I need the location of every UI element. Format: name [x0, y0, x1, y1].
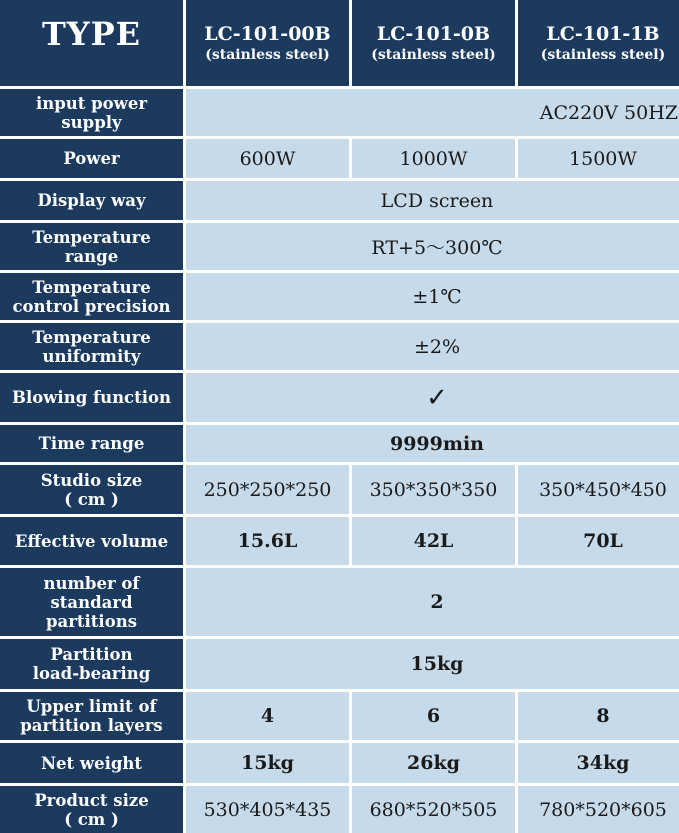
value-input-power: AC220V 50HZ	[186, 89, 679, 136]
value-layers-1: 4	[186, 692, 349, 740]
label-line: Temperature	[32, 327, 151, 347]
value-partitions: 2	[186, 568, 679, 636]
model-header-1	[186, 0, 349, 86]
value-power-1: 600W	[186, 139, 349, 178]
value-studio-size-2: 350*350*350	[352, 465, 515, 514]
value-blowing-check-icon: ✓	[186, 373, 679, 422]
label-line: load-bearing	[32, 664, 151, 683]
model-name: LC-101-1B	[546, 23, 660, 45]
label-line: Product size	[34, 790, 149, 810]
row-label-studio-size	[0, 465, 183, 514]
model-material: (stainless steel)	[205, 47, 330, 63]
model-name: LC-101-0B	[376, 23, 491, 45]
value-time-range: 9999min	[186, 425, 679, 462]
label-line: partitions	[46, 611, 137, 631]
value-volume-1: 15.6L	[186, 517, 349, 565]
label-line: ( cm )	[64, 809, 119, 829]
label-line: Partition	[50, 645, 133, 664]
row-label-time-range: Time range	[0, 425, 183, 462]
label-line: Temperature	[32, 277, 151, 297]
row-label-power: Power	[0, 139, 183, 178]
label-line: number of	[43, 573, 140, 593]
row-label-effective-volume: Effective volume	[0, 517, 183, 565]
row-label-blowing: Blowing function	[0, 373, 183, 422]
value-net-weight-2: 26kg	[352, 743, 515, 783]
type-title: TYPE	[41, 15, 142, 53]
label-line: input power	[35, 93, 148, 113]
value-temp-precision: ±1℃	[186, 273, 679, 320]
label-line: uniformity	[42, 346, 141, 366]
label-line: standard	[50, 592, 133, 612]
value-net-weight-1: 15kg	[186, 743, 349, 783]
row-label-product-size	[0, 786, 183, 833]
label-line: Temperature	[32, 227, 151, 247]
type-header	[0, 0, 183, 86]
value-product-size-3: 780*520*605	[518, 786, 679, 833]
model-header-2	[352, 0, 515, 86]
value-studio-size-1: 250*250*250	[186, 465, 349, 514]
row-label-net-weight: Net weight	[0, 743, 183, 783]
row-label-temp-precision	[0, 273, 183, 320]
model-name: LC-101-00B	[204, 23, 331, 45]
label-line: Studio size	[40, 470, 143, 490]
label-line: control precision	[12, 296, 171, 316]
row-label-input-power	[0, 89, 183, 136]
label-line: ( cm )	[64, 489, 119, 509]
row-label-load-bearing	[0, 639, 183, 689]
value-temp-range: RT+5～300℃	[186, 223, 679, 270]
value-layers-2: 6	[352, 692, 515, 740]
value-display: LCD screen	[186, 181, 679, 220]
value-volume-2: 42L	[352, 517, 515, 565]
model-header-3	[518, 0, 679, 86]
row-label-temp-uniformity	[0, 323, 183, 370]
label-line: range	[64, 246, 119, 266]
label-line: partition layers	[20, 716, 163, 735]
row-label-display: Display way	[0, 181, 183, 220]
row-label-partitions	[0, 568, 183, 636]
label-line: Upper limit of	[26, 697, 157, 716]
value-layers-3: 8	[518, 692, 679, 740]
value-power-3: 1500W	[518, 139, 679, 178]
row-label-partition-layers	[0, 692, 183, 740]
value-product-size-1: 530*405*435	[186, 786, 349, 833]
label-line: supply	[61, 112, 122, 132]
row-label-temp-range	[0, 223, 183, 270]
value-temp-uniformity: ±2%	[186, 323, 679, 370]
value-studio-size-3: 350*450*450	[518, 465, 679, 514]
value-volume-3: 70L	[518, 517, 679, 565]
model-material: (stainless steel)	[371, 47, 496, 63]
value-load-bearing: 15kg	[186, 639, 679, 689]
value-power-2: 1000W	[352, 139, 515, 178]
model-material: (stainless steel)	[540, 47, 666, 63]
value-product-size-2: 680*520*505	[352, 786, 515, 833]
value-net-weight-3: 34kg	[518, 743, 679, 783]
